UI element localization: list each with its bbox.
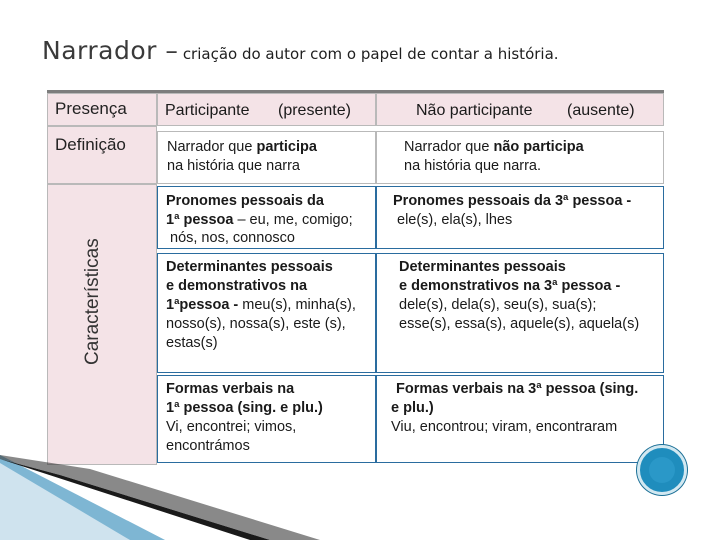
determinantes-col2-line1: Determinantes pessoais bbox=[399, 259, 566, 275]
title-subtitle: criação do autor com o papel de contar a história. bbox=[182, 45, 559, 63]
determinantes-col1-line2: e demonstrativos na bbox=[166, 278, 308, 294]
narrador-table bbox=[47, 90, 664, 465]
pronomes-col1-l2a: 1ª pessoa bbox=[166, 211, 234, 228]
definicao-participante-cell bbox=[157, 131, 376, 184]
caracteristicas-vertical-label: Características bbox=[82, 238, 103, 365]
definicao-col2-line1 bbox=[404, 138, 663, 157]
header-presenca-label: Presença bbox=[55, 99, 127, 118]
definicao-col1-line2: na história que narra bbox=[167, 158, 300, 174]
pronomes-col1-l2b: – eu, me, comigo; bbox=[233, 211, 353, 228]
formas-col2-line1: Formas verbais na 3ª pessoa (sing. bbox=[396, 381, 639, 397]
header-nao-participante bbox=[376, 93, 664, 126]
determinantes-col2-line3: dele(s), dela(s), seu(s), sua(s); bbox=[399, 297, 597, 313]
pronomes-participante-cell bbox=[157, 186, 376, 249]
slide-title bbox=[42, 36, 682, 65]
determinantes-col1-line5: estas(s) bbox=[166, 335, 218, 351]
formas-col1-line4: encontrámos bbox=[166, 438, 250, 454]
pronomes-nao-participante-cell bbox=[376, 186, 664, 249]
title-main: Narrador – bbox=[42, 36, 179, 65]
header-presenca bbox=[47, 93, 157, 126]
determinantes-participante-cell bbox=[157, 253, 376, 373]
pronomes-col2-line2: ele(s), ela(s), lhes bbox=[397, 211, 513, 228]
formas-participante-cell bbox=[157, 375, 376, 463]
determinantes-col1-line3 bbox=[166, 296, 375, 315]
header-participante bbox=[157, 93, 376, 126]
definicao-label-cell bbox=[47, 126, 157, 184]
decorative-circle-inner bbox=[649, 457, 675, 483]
formas-col1-line2: 1ª pessoa (sing. e plu.) bbox=[166, 400, 323, 416]
determinantes-col2-line2: e demonstrativos na 3ª pessoa - bbox=[399, 278, 621, 294]
header-presente-label: (presente) bbox=[278, 102, 351, 119]
formas-col1-line3: Vi, encontrei; vimos, bbox=[166, 419, 297, 435]
determinantes-col1-line4: nosso(s), nossa(s), este (s), bbox=[166, 316, 346, 332]
header-nao-participante-label: Não participante bbox=[416, 102, 533, 119]
pronomes-col2-line1: Pronomes pessoais da 3ª pessoa - bbox=[393, 193, 632, 209]
definicao-label: Definição bbox=[55, 135, 126, 154]
definicao-col1-line1 bbox=[167, 138, 375, 157]
definicao-col2-line2: na história que narra. bbox=[404, 158, 542, 174]
formas-col1-line1: Formas verbais na bbox=[166, 381, 295, 397]
formas-col2-line2: e plu.) bbox=[391, 400, 434, 416]
determinantes-col2-line4: esse(s), essa(s), aquele(s), aquela(s) bbox=[399, 316, 640, 332]
determinantes-col1-line1: Determinantes pessoais bbox=[166, 259, 333, 275]
pronomes-col1-line2 bbox=[166, 211, 375, 230]
formas-nao-participante-cell bbox=[376, 375, 664, 463]
determinantes-col1-l3a: 1ªpessoa - bbox=[166, 297, 239, 313]
determinantes-col1-l3b: meu(s), minha(s), bbox=[238, 297, 356, 313]
definicao-col2-l1b: não participa bbox=[493, 139, 584, 155]
header-ausente-label: (ausente) bbox=[567, 102, 635, 119]
definicao-col1-l1b: participa bbox=[256, 139, 317, 155]
definicao-col1-l1a: Narrador que bbox=[167, 139, 257, 155]
determinantes-nao-participante-cell bbox=[376, 253, 664, 373]
pronomes-col1-line3: nós, nos, connosco bbox=[170, 230, 295, 246]
pronomes-col1-line1: Pronomes pessoais da bbox=[166, 193, 324, 209]
decorative-band bbox=[0, 455, 320, 540]
decorative-circle-icon bbox=[637, 445, 687, 495]
definicao-nao-participante-cell bbox=[376, 131, 664, 184]
definicao-col2-l1a: Narrador que bbox=[404, 139, 494, 155]
header-participante-label: Participante bbox=[165, 102, 250, 119]
formas-col2-line3: Viu, encontrou; viram, encontraram bbox=[391, 419, 618, 435]
